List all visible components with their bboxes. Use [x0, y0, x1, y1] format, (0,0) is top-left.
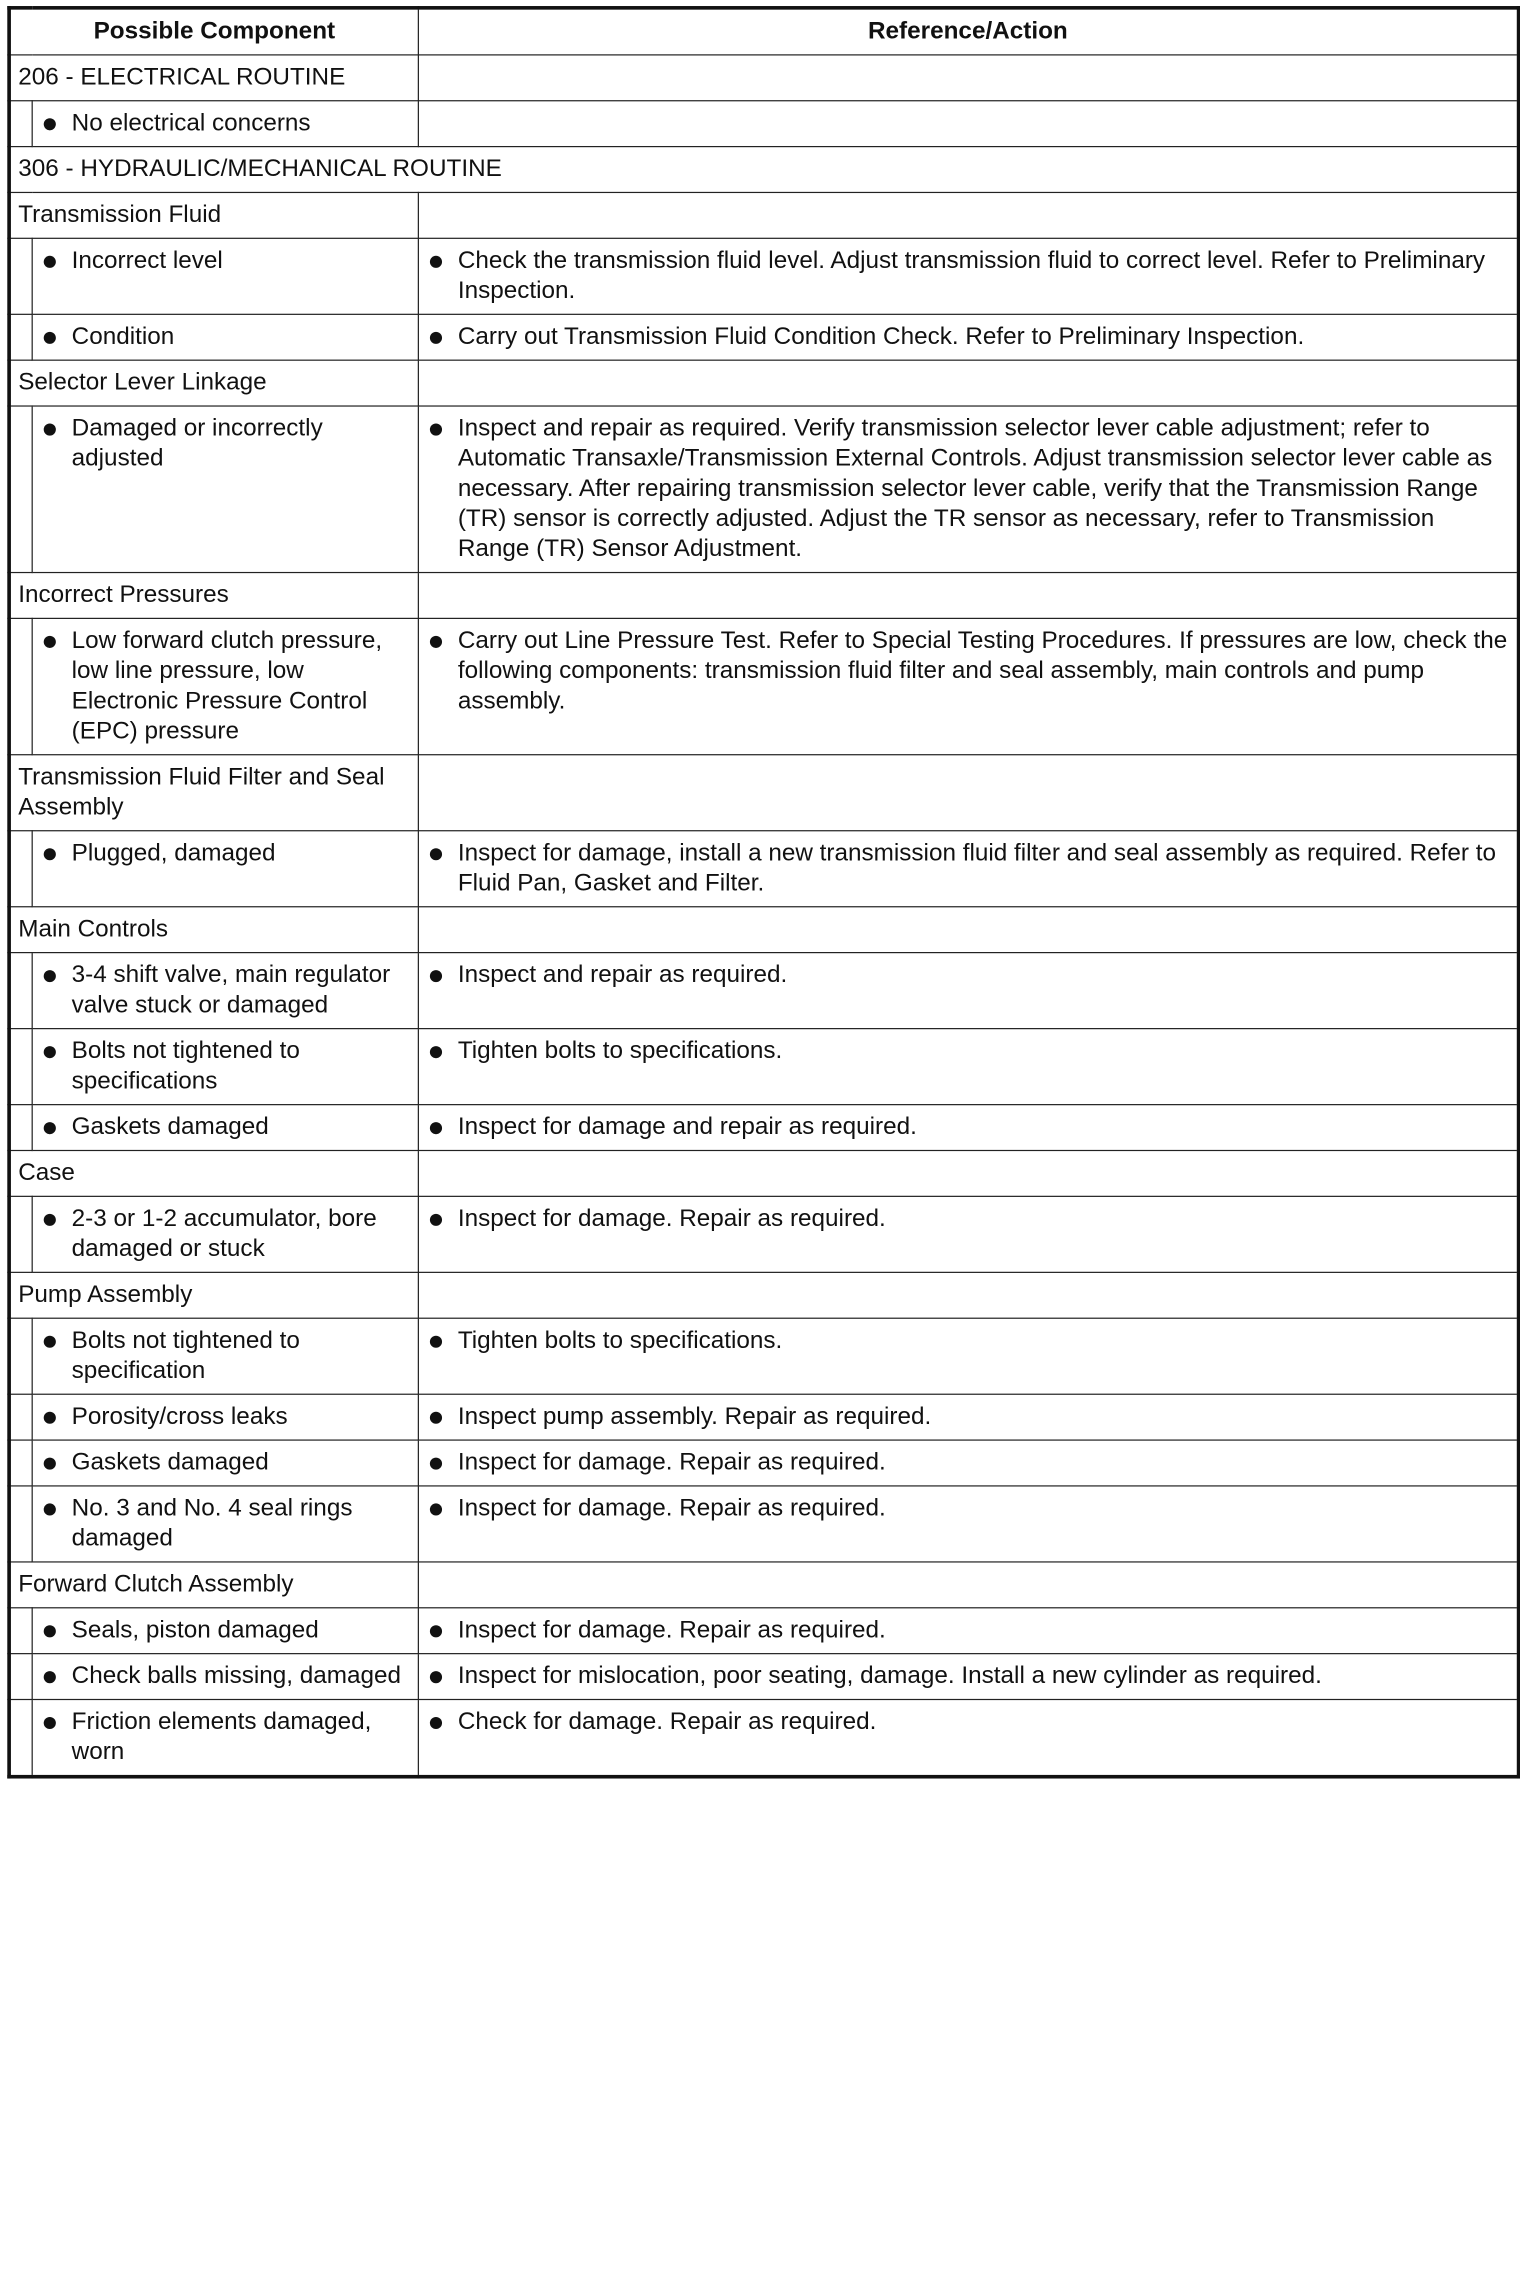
component-cell	[32, 238, 418, 314]
group-heading-row	[9, 1562, 1518, 1608]
action-cell	[418, 1196, 1518, 1272]
component-text: Bolts not tightened to specifications	[40, 1036, 410, 1096]
action-cell	[418, 314, 1518, 360]
table-row	[9, 1105, 1518, 1151]
action-text: Inspect and repair as required.	[426, 960, 1509, 990]
group-heading-action-cell	[418, 360, 1518, 406]
table-row	[9, 1608, 1518, 1654]
group-heading-row	[9, 573, 1518, 619]
component-text: Incorrect level	[40, 246, 410, 276]
group-heading-action-cell	[418, 755, 1518, 831]
table-body	[9, 55, 1518, 1777]
routine-206-title: 206 - ELECTRICAL ROUTINE	[9, 55, 418, 101]
indent-cell	[9, 101, 32, 147]
group-heading-action-cell	[418, 573, 1518, 619]
table-row	[9, 1196, 1518, 1272]
indent-cell	[9, 406, 32, 573]
component-text: Bolts not tightened to specification	[40, 1326, 410, 1386]
table-row	[9, 1318, 1518, 1394]
diagnostic-table	[7, 6, 1520, 1778]
indent-cell	[9, 1486, 32, 1562]
table-row	[9, 1486, 1518, 1562]
component-text: Porosity/cross leaks	[40, 1402, 410, 1432]
component-cell	[32, 406, 418, 573]
group-heading-action-cell	[418, 907, 1518, 953]
group-heading-action-cell	[418, 1150, 1518, 1196]
indent-cell	[9, 238, 32, 314]
indent-cell	[9, 1699, 32, 1776]
table-row	[9, 831, 1518, 907]
component-cell	[32, 1440, 418, 1486]
action-text: Inspect for damage. Repair as required.	[426, 1204, 1509, 1234]
action-cell	[418, 1394, 1518, 1440]
component-cell	[32, 1196, 418, 1272]
component-cell	[32, 1654, 418, 1700]
action-text: Inspect for damage. Repair as required.	[426, 1494, 1509, 1524]
group-heading-action-cell	[418, 1272, 1518, 1318]
indent-cell	[9, 1394, 32, 1440]
table-row	[9, 1440, 1518, 1486]
indent-cell	[9, 1440, 32, 1486]
component-cell	[32, 101, 418, 147]
component-text: Seals, piston damaged	[40, 1616, 410, 1646]
component-cell	[32, 1486, 418, 1562]
header-possible-component: Possible Component	[9, 8, 418, 55]
routine-206-row	[9, 55, 1518, 101]
component-cell	[32, 1699, 418, 1776]
group-heading: Case	[9, 1150, 418, 1196]
table-row	[9, 406, 1518, 573]
component-text: No. 3 and No. 4 seal rings damaged	[40, 1494, 410, 1554]
action-text: Inspect pump assembly. Repair as required.	[426, 1402, 1509, 1432]
table-row	[9, 1699, 1518, 1776]
routine-306-row	[9, 147, 1518, 193]
action-cell	[418, 1608, 1518, 1654]
group-heading: Pump Assembly	[9, 1272, 418, 1318]
component-text: Plugged, damaged	[40, 839, 410, 869]
indent-cell	[9, 1654, 32, 1700]
group-heading-action-cell	[418, 1562, 1518, 1608]
component-cell	[32, 1105, 418, 1151]
action-cell	[418, 831, 1518, 907]
component-text: 2-3 or 1-2 accumulator, bore damaged or stuck	[40, 1204, 410, 1264]
component-cell	[32, 1029, 418, 1105]
component-text: Gaskets damaged	[40, 1112, 410, 1142]
action-text: Tighten bolts to specifications.	[426, 1036, 1509, 1066]
component-text: Low forward clutch pressure, low line pressure, low Electronic Pressure Control (EPC) pressure	[40, 626, 410, 747]
action-cell	[418, 1699, 1518, 1776]
group-heading-row	[9, 1150, 1518, 1196]
action-text: Inspect and repair as required. Verify transmission selector lever cable adjustment; refer to Automatic Transaxle/Transmission External Controls. Adjust transmission selector lever cable as necessary. After repairing transmission selector lever cable, verify that the Transmission Range (TR) sensor is correctly adjusted. Adjust the TR sensor as necessary, refer to Transmission Range (TR) Sensor Adjustment.	[426, 414, 1509, 565]
action-cell	[418, 1029, 1518, 1105]
indent-cell	[9, 1608, 32, 1654]
table-row	[9, 618, 1518, 754]
action-text: Tighten bolts to specifications.	[426, 1326, 1509, 1356]
group-heading-row	[9, 1272, 1518, 1318]
indent-cell	[9, 1318, 32, 1394]
group-heading: Incorrect Pressures	[9, 573, 418, 619]
action-text: Inspect for damage. Repair as required.	[426, 1616, 1509, 1646]
table-row	[9, 314, 1518, 360]
indent-cell	[9, 1196, 32, 1272]
action-cell	[418, 101, 1518, 147]
routine-206-action-cell	[418, 55, 1518, 101]
group-heading: Transmission Fluid	[9, 192, 418, 238]
action-text: Check the transmission fluid level. Adjust transmission fluid to correct level. Refer to Preliminary Inspection.	[426, 246, 1509, 306]
component-text: Condition	[40, 322, 410, 352]
indent-cell	[9, 618, 32, 754]
component-cell	[32, 953, 418, 1029]
group-heading: Selector Lever Linkage	[9, 360, 418, 406]
action-cell	[418, 238, 1518, 314]
action-text: Inspect for damage, install a new transmission fluid filter and seal assembly as required. Refer to Fluid Pan, Gasket and Filter.	[426, 839, 1509, 899]
group-heading-row	[9, 360, 1518, 406]
component-cell	[32, 314, 418, 360]
table-row	[9, 1654, 1518, 1700]
component-cell	[32, 1318, 418, 1394]
component-text: 3-4 shift valve, main regulator valve stuck or damaged	[40, 960, 410, 1020]
action-cell	[418, 406, 1518, 573]
action-text: Check for damage. Repair as required.	[426, 1707, 1509, 1737]
component-text: No electrical concerns	[40, 109, 410, 139]
component-cell	[32, 618, 418, 754]
action-cell	[418, 1318, 1518, 1394]
table-row	[9, 101, 1518, 147]
group-heading: Main Controls	[9, 907, 418, 953]
action-cell	[418, 1486, 1518, 1562]
indent-cell	[9, 314, 32, 360]
action-cell	[418, 1105, 1518, 1151]
component-cell	[32, 1394, 418, 1440]
indent-cell	[9, 1029, 32, 1105]
action-cell	[418, 618, 1518, 754]
header-reference-action: Reference/Action	[418, 8, 1518, 55]
action-cell	[418, 1654, 1518, 1700]
action-text: Inspect for damage. Repair as required.	[426, 1448, 1509, 1478]
component-text: Damaged or incorrectly adjusted	[40, 414, 410, 474]
table-row	[9, 1394, 1518, 1440]
table-row	[9, 1029, 1518, 1105]
action-text: Inspect for damage and repair as required.	[426, 1112, 1509, 1142]
action-text: Inspect for mislocation, poor seating, damage. Install a new cylinder as required.	[426, 1661, 1509, 1691]
indent-cell	[9, 831, 32, 907]
indent-cell	[9, 953, 32, 1029]
indent-cell	[9, 1105, 32, 1151]
routine-306-title: 306 - HYDRAULIC/MECHANICAL ROUTINE	[9, 147, 1518, 193]
component-text: Check balls missing, damaged	[40, 1661, 410, 1691]
action-text: Carry out Line Pressure Test. Refer to Special Testing Procedures. If pressures are low, check the following components: transmission fluid filter and seal assembly, main controls and pump assembly.	[426, 626, 1509, 716]
component-cell	[32, 831, 418, 907]
group-heading-action-cell	[418, 192, 1518, 238]
action-cell	[418, 1440, 1518, 1486]
group-heading-row	[9, 755, 1518, 831]
component-text: Friction elements damaged, worn	[40, 1707, 410, 1767]
group-heading-row	[9, 907, 1518, 953]
component-cell	[32, 1608, 418, 1654]
component-text: Gaskets damaged	[40, 1448, 410, 1478]
table-row	[9, 238, 1518, 314]
table-row	[9, 953, 1518, 1029]
group-heading: Transmission Fluid Filter and Seal Assembly	[9, 755, 418, 831]
action-cell	[418, 953, 1518, 1029]
group-heading-row	[9, 192, 1518, 238]
action-text: Carry out Transmission Fluid Condition Check. Refer to Preliminary Inspection.	[426, 322, 1509, 352]
table-header-row	[9, 8, 1518, 55]
group-heading: Forward Clutch Assembly	[9, 1562, 418, 1608]
